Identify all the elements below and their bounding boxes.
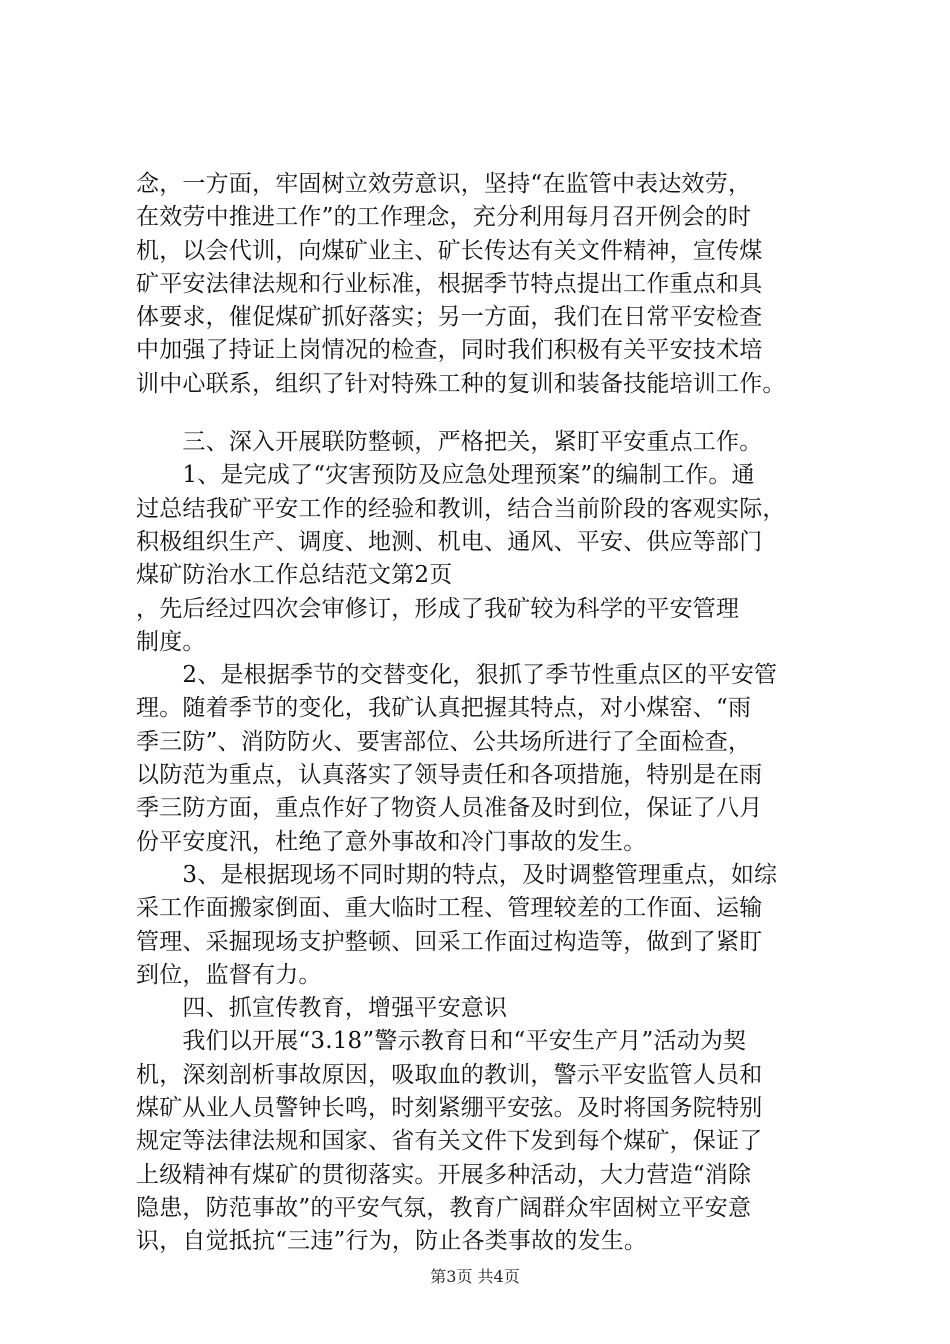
text-line: 以防范为重点，认真落实了领导责任和各项措施，特别是在雨 <box>136 762 763 789</box>
text-line: 到位，监督有力。 <box>136 961 322 988</box>
paragraph-block-1 <box>136 168 836 401</box>
text-line: 在效劳中推进工作”的工作理念，充分利用每月召开例会的时 <box>136 204 752 231</box>
section-heading: 三、深入开展联防整顿，严格把关，紧盯平安重点工作。 <box>136 429 763 456</box>
text-line: 份平安度汛，杜绝了意外事故和冷门事故的发生。 <box>136 828 647 855</box>
text-line: 季三防”、消防防火、要害部位、公共场所进行了全面检查， <box>136 728 752 755</box>
text-line: 中加强了持证上岗情况的检查，同时我们积极有关平安技术培 <box>136 337 763 364</box>
text-line: 训中心联系，组织了针对特殊工种的复训和装备技能培训工作。 <box>136 370 786 397</box>
page-footer <box>0 1264 950 1287</box>
paragraph-gap <box>136 401 836 426</box>
text-line: 机，以会代训，向煤矿业主、矿长传达有关文件精神，宣传煤 <box>136 237 763 264</box>
text-line: 我们以开展“3.18”警示教育日和“平安生产月”活动为契 <box>136 1028 747 1055</box>
text-line: 2、是根据季节的交替变化，狠抓了季节性重点区的平安管 <box>136 662 778 689</box>
text-line: 识，自觉抵抗“三违”行为，防止各类事故的发生。 <box>136 1228 648 1255</box>
text-line: 上级精神有煤矿的贯彻落实。开展多种活动，大力营造“消除 <box>136 1161 752 1188</box>
text-line: 体要求，催促煤矿抓好落实；另一方面，我们在日常平安检查 <box>136 304 763 331</box>
text-line: 煤矿从业人员警钟长鸣，时刻紧绷平安弦。及时将国务院特别 <box>136 1095 763 1122</box>
text-line: 矿平安法律法规和行业标准，根据季节特点提出工作重点和具 <box>136 270 763 297</box>
text-line: 制度。 <box>136 628 206 655</box>
text-line: 机，深刻剖析事故原因，吸取血的教训，警示平安监管人员和 <box>136 1061 763 1088</box>
text-line: 理。随着季节的变化，我矿认真把握其特点，对小煤窑、“雨 <box>136 695 752 722</box>
text-line: 过总结我矿平安工作的经验和教训，结合当前阶段的客观实际， <box>136 495 786 522</box>
text-line: 念，一方面，牢固树立效劳意识，坚持“在监管中表达效劳， <box>136 171 752 197</box>
text-line: 1、是完成了“灾害预防及应急处理预案”的编制工作。通 <box>136 462 755 489</box>
text-line: 隐患，防范事故”的平安气氛，教育广阔群众牢固树立平安意 <box>136 1194 752 1221</box>
text-line: ，先后经过四次会审修订，形成了我矿较为科学的平安管理 <box>136 595 740 622</box>
text-line: 季三防方面，重点作好了物资人员准备及时到位，保证了八月 <box>136 795 763 822</box>
text-line: 3、是根据现场不同时期的特点，及时调整管理重点，如综 <box>136 861 778 888</box>
paragraph-block-2 <box>136 426 836 1258</box>
section-heading: 四、抓宣传教育，增强平安意识 <box>136 995 508 1022</box>
text-line: 规定等法律法规和国家、省有关文件下发到每个煤矿，保证了 <box>136 1128 763 1155</box>
text-line: 采工作面搬家倒面、重大临时工程、管理较差的工作面、运输 <box>136 895 763 922</box>
text-line: 管理、采掘现场支护整顿、回采工作面过构造等，做到了紧盯 <box>136 928 763 955</box>
page-number-label: 第3页 共4页 <box>430 1267 520 1286</box>
document-body <box>136 168 836 1259</box>
text-line: 积极组织生产、调度、地测、机电、通风、平安、供应等部门 <box>136 528 763 555</box>
inline-page-marker: 煤矿防治水工作总结范文第2页 <box>136 562 453 589</box>
